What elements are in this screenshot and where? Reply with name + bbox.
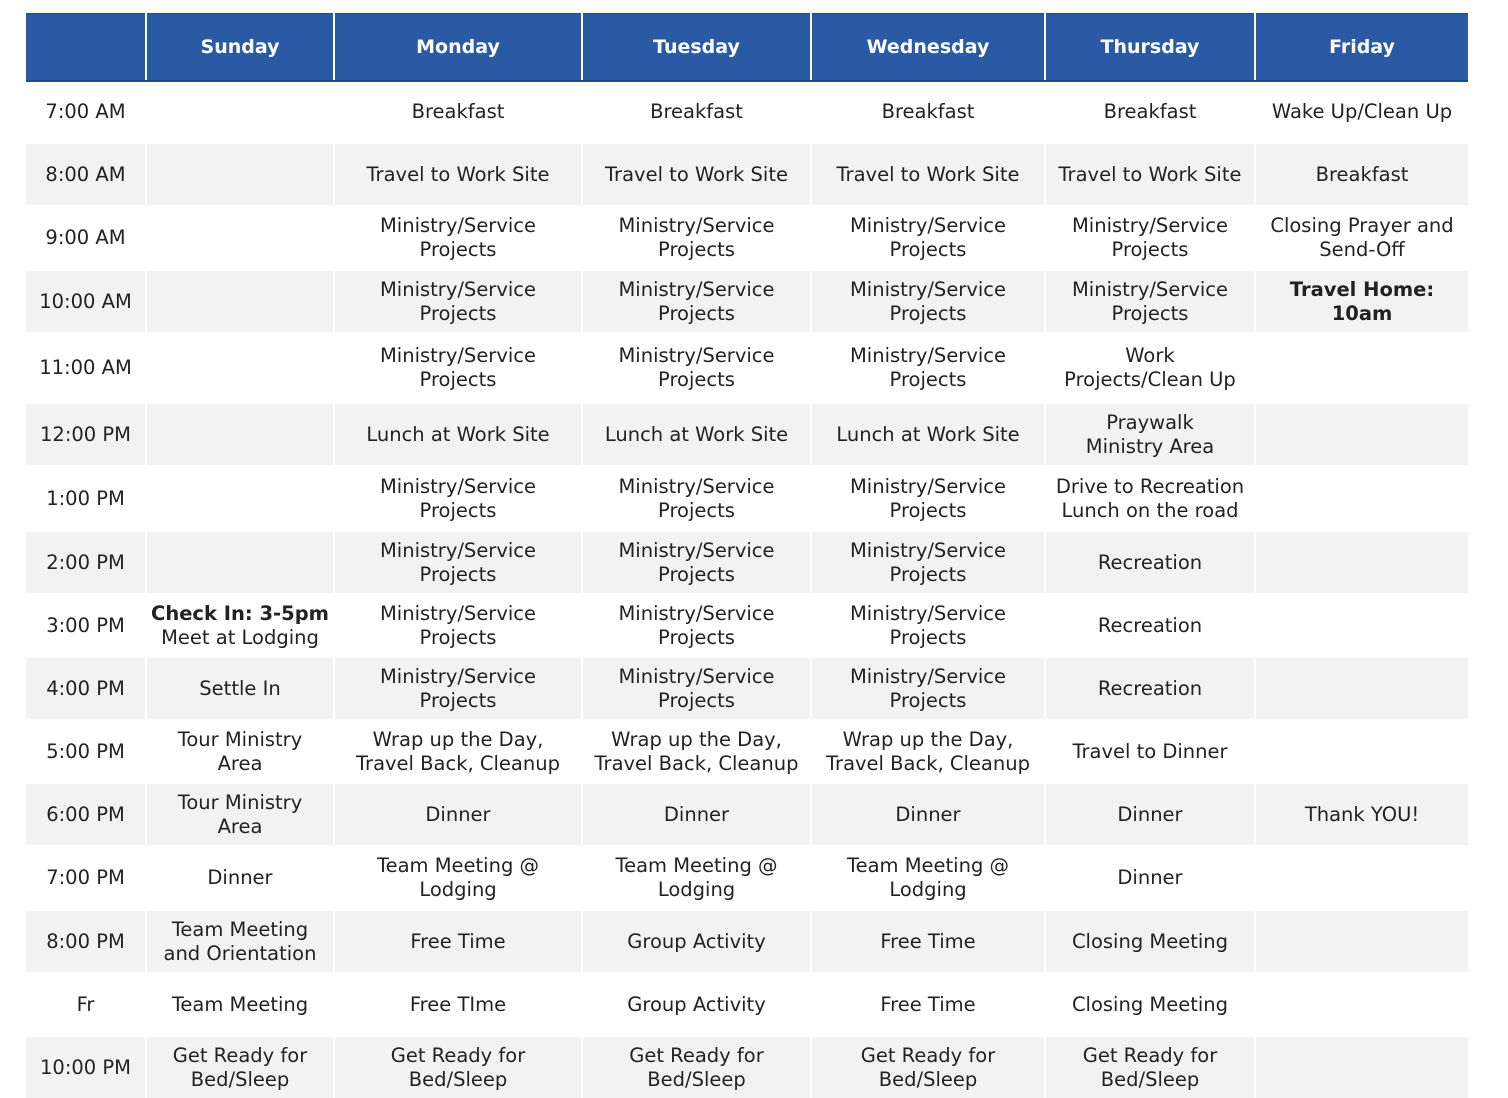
header-row — [26, 14, 1468, 82]
cell-sunday: Get Ready for Bed/Sleep — [146, 1036, 334, 1098]
schedule-row — [26, 531, 1468, 594]
schedule-row — [26, 783, 1468, 846]
cell-monday: Ministry/Service Projects — [334, 531, 582, 594]
cell-wednesday: Travel to Work Site — [811, 143, 1045, 206]
cell-thursday: Dinner — [1045, 783, 1255, 846]
cell-thursday: Recreation — [1045, 594, 1255, 657]
schedule-row — [26, 403, 1468, 466]
cell-monday: Free Time — [334, 910, 582, 973]
cell-friday — [1255, 1036, 1468, 1098]
schedule-row — [26, 594, 1468, 657]
cell-monday: Ministry/Service Projects — [334, 657, 582, 720]
time-label: 10:00 PM — [26, 1036, 146, 1098]
cell-friday: Breakfast — [1255, 143, 1468, 206]
cell-monday: Breakfast — [334, 81, 582, 143]
schedule-row — [26, 973, 1468, 1036]
cell-sunday — [146, 81, 334, 143]
schedule-row — [26, 466, 1468, 531]
time-label: 5:00 PM — [26, 720, 146, 783]
time-label: 1:00 PM — [26, 466, 146, 531]
cell-monday: Free TIme — [334, 973, 582, 1036]
cell-monday: Ministry/Service Projects — [334, 333, 582, 403]
cell-monday: Wrap up the Day, Travel Back, Cleanup — [334, 720, 582, 783]
cell-friday — [1255, 466, 1468, 531]
cell-wednesday: Free Time — [811, 910, 1045, 973]
cell-monday: Ministry/Service Projects — [334, 594, 582, 657]
cell-tuesday: Ministry/Service Projects — [582, 333, 811, 403]
cell-thursday: Dinner — [1045, 846, 1255, 910]
cell-friday: Wake Up/Clean Up — [1255, 81, 1468, 143]
header-sunday: Sunday — [146, 14, 334, 82]
time-label: 3:00 PM — [26, 594, 146, 657]
cell-friday — [1255, 333, 1468, 403]
cell-monday: Ministry/Service Projects — [334, 206, 582, 270]
schedule-row — [26, 846, 1468, 910]
header-thursday: Thursday — [1045, 14, 1255, 82]
cell-friday: Thank YOU! — [1255, 783, 1468, 846]
cell-wednesday: Dinner — [811, 783, 1045, 846]
schedule-row — [26, 143, 1468, 206]
time-label: 6:00 PM — [26, 783, 146, 846]
cell-thursday: Closing Meeting — [1045, 973, 1255, 1036]
cell-thursday: Travel to Work Site — [1045, 143, 1255, 206]
cell-monday: Dinner — [334, 783, 582, 846]
cell-text: Meet at Lodging — [161, 625, 319, 649]
cell-sunday — [146, 143, 334, 206]
cell-friday: Travel Home: 10am — [1255, 270, 1468, 333]
time-label: 8:00 AM — [26, 143, 146, 206]
cell-tuesday: Ministry/Service Projects — [582, 594, 811, 657]
schedule-row — [26, 206, 1468, 270]
check-in-note: Check In: 3-5pm — [151, 601, 329, 625]
header-monday: Monday — [334, 14, 582, 82]
cell-tuesday: Group Activity — [582, 910, 811, 973]
cell-friday — [1255, 657, 1468, 720]
time-label: 8:00 PM — [26, 910, 146, 973]
cell-sunday: Team Meeting — [146, 973, 334, 1036]
cell-tuesday: Get Ready for Bed/Sleep — [582, 1036, 811, 1098]
cell-sunday: Dinner — [146, 846, 334, 910]
cell-wednesday: Ministry/Service Projects — [811, 594, 1045, 657]
cell-sunday — [146, 594, 334, 657]
cell-sunday: Settle In — [146, 657, 334, 720]
cell-tuesday: Ministry/Service Projects — [582, 206, 811, 270]
cell-monday: Team Meeting @ Lodging — [334, 846, 582, 910]
cell-tuesday: Travel to Work Site — [582, 143, 811, 206]
cell-thursday: Recreation — [1045, 531, 1255, 594]
time-label: 2:00 PM — [26, 531, 146, 594]
cell-wednesday: Ministry/Service Projects — [811, 270, 1045, 333]
cell-monday: Ministry/Service Projects — [334, 466, 582, 531]
time-label: 7:00 PM — [26, 846, 146, 910]
cell-tuesday: Ministry/Service Projects — [582, 270, 811, 333]
cell-friday — [1255, 594, 1468, 657]
cell-tuesday: Ministry/Service Projects — [582, 466, 811, 531]
cell-wednesday: Ministry/Service Projects — [811, 206, 1045, 270]
cell-thursday: Work Projects/Clean Up — [1045, 333, 1255, 403]
cell-tuesday: Breakfast — [582, 81, 811, 143]
cell-friday — [1255, 910, 1468, 973]
cell-friday — [1255, 403, 1468, 466]
cell-wednesday: Wrap up the Day, Travel Back, Cleanup — [811, 720, 1045, 783]
cell-sunday — [146, 531, 334, 594]
schedule-row — [26, 81, 1468, 143]
cell-thursday: Recreation — [1045, 657, 1255, 720]
cell-wednesday: Free Time — [811, 973, 1045, 1036]
time-label: 7:00 AM — [26, 81, 146, 143]
cell-monday: Get Ready for Bed/Sleep — [334, 1036, 582, 1098]
cell-friday — [1255, 531, 1468, 594]
cell-sunday: Tour Ministry Area — [146, 720, 334, 783]
cell-tuesday: Group Activity — [582, 973, 811, 1036]
cell-thursday: Breakfast — [1045, 81, 1255, 143]
cell-tuesday: Ministry/Service Projects — [582, 531, 811, 594]
cell-thursday: Get Ready for Bed/Sleep — [1045, 1036, 1255, 1098]
time-label: 11:00 AM — [26, 333, 146, 403]
time-label: 12:00 PM — [26, 403, 146, 466]
cell-wednesday: Team Meeting @ Lodging — [811, 846, 1045, 910]
cell-wednesday: Ministry/Service Projects — [811, 333, 1045, 403]
header-wednesday: Wednesday — [811, 14, 1045, 82]
schedule-row — [26, 910, 1468, 973]
time-label: Fr — [26, 973, 146, 1036]
cell-friday: Closing Prayer and Send-Off — [1255, 206, 1468, 270]
time-label: 9:00 AM — [26, 206, 146, 270]
cell-monday: Ministry/Service Projects — [334, 270, 582, 333]
time-label: 10:00 AM — [26, 270, 146, 333]
cell-sunday: Team Meeting and Orientation — [146, 910, 334, 973]
time-label: 4:00 PM — [26, 657, 146, 720]
schedule-row — [26, 333, 1468, 403]
cell-wednesday: Breakfast — [811, 81, 1045, 143]
cell-sunday — [146, 466, 334, 531]
cell-tuesday: Lunch at Work Site — [582, 403, 811, 466]
weekly-schedule-table — [26, 13, 1468, 1098]
header-time — [26, 14, 146, 82]
cell-sunday — [146, 403, 334, 466]
schedule-row — [26, 720, 1468, 783]
cell-thursday: Drive to Recreation Lunch on the road — [1045, 466, 1255, 531]
cell-friday — [1255, 720, 1468, 783]
cell-tuesday: Ministry/Service Projects — [582, 657, 811, 720]
schedule-row — [26, 270, 1468, 333]
cell-sunday: Tour Ministry Area — [146, 783, 334, 846]
header-tuesday: Tuesday — [582, 14, 811, 82]
cell-thursday: Closing Meeting — [1045, 910, 1255, 973]
cell-tuesday: Team Meeting @ Lodging — [582, 846, 811, 910]
cell-monday: Lunch at Work Site — [334, 403, 582, 466]
cell-thursday: Travel to Dinner — [1045, 720, 1255, 783]
schedule-row — [26, 657, 1468, 720]
cell-sunday — [146, 206, 334, 270]
header-friday: Friday — [1255, 14, 1468, 82]
cell-wednesday: Ministry/Service Projects — [811, 657, 1045, 720]
cell-wednesday: Ministry/Service Projects — [811, 531, 1045, 594]
cell-tuesday: Dinner — [582, 783, 811, 846]
cell-wednesday: Get Ready for Bed/Sleep — [811, 1036, 1045, 1098]
cell-tuesday: Wrap up the Day, Travel Back, Cleanup — [582, 720, 811, 783]
cell-monday: Travel to Work Site — [334, 143, 582, 206]
cell-thursday: Ministry/Service Projects — [1045, 206, 1255, 270]
schedule-body — [26, 81, 1468, 1098]
cell-sunday — [146, 333, 334, 403]
cell-thursday: Ministry/Service Projects — [1045, 270, 1255, 333]
cell-wednesday: Ministry/Service Projects — [811, 466, 1045, 531]
cell-sunday — [146, 270, 334, 333]
schedule-row — [26, 1036, 1468, 1098]
cell-friday — [1255, 846, 1468, 910]
cell-wednesday: Lunch at Work Site — [811, 403, 1045, 466]
cell-thursday: Praywalk Ministry Area — [1045, 403, 1255, 466]
cell-friday — [1255, 973, 1468, 1036]
